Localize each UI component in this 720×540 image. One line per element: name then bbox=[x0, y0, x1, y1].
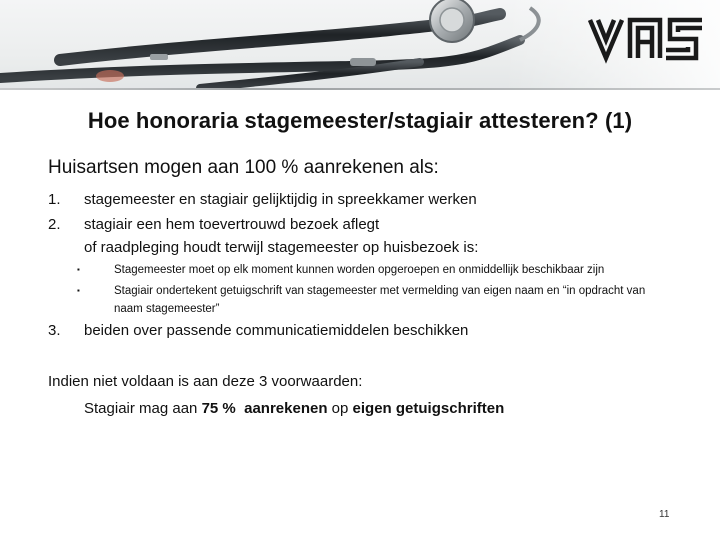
sub-item-text: Stagemeester moet op elk moment kunnen worden opgeroepen en onmiddellijk beschikbaar zijn bbox=[114, 264, 605, 276]
result-line bbox=[84, 400, 504, 417]
page-number: 11 bbox=[659, 509, 670, 520]
bullet-icon: ▪ bbox=[77, 265, 80, 274]
slide-title: Hoe honoraria stagemeester/stagiair attesteren? (1) bbox=[87, 108, 633, 133]
condition-text: Indien niet voldaan is aan deze 3 voorwaarden: bbox=[48, 373, 363, 390]
vas-logo bbox=[586, 14, 706, 64]
result-prefix: Stagiair mag aan bbox=[84, 400, 202, 417]
result-tail: eigen getuigschriften bbox=[352, 400, 505, 417]
item-text: beiden over passende communicatiemiddelen beschikken bbox=[84, 322, 469, 339]
result-percent: 75 % bbox=[201, 400, 236, 417]
item-number: 2. bbox=[48, 216, 61, 233]
banner-divider bbox=[0, 88, 720, 90]
header-banner bbox=[0, 0, 720, 90]
item-number: 3. bbox=[48, 322, 61, 339]
sub-item-text: Stagiair ondertekent getuigschrift van stagemeester met vermelding van eigen naam en “in opdracht van naam stagemeester” bbox=[114, 285, 646, 315]
result-mid: op bbox=[327, 400, 353, 417]
lead-text: Huisartsen mogen aan 100 % aanrekenen als: bbox=[48, 157, 439, 178]
item-text-continued: of raadpleging houdt terwijl stagemeester op huisbezoek is: bbox=[84, 239, 479, 256]
item-text: stagemeester en stagiair gelijktijdig in spreekkamer werken bbox=[84, 191, 477, 208]
item-text: stagiair een hem toevertrouwd bezoek aflegt bbox=[84, 216, 380, 233]
item-number: 1. bbox=[48, 191, 61, 208]
bullet-icon: ▪ bbox=[77, 286, 80, 295]
result-action: aanrekenen bbox=[244, 400, 328, 417]
